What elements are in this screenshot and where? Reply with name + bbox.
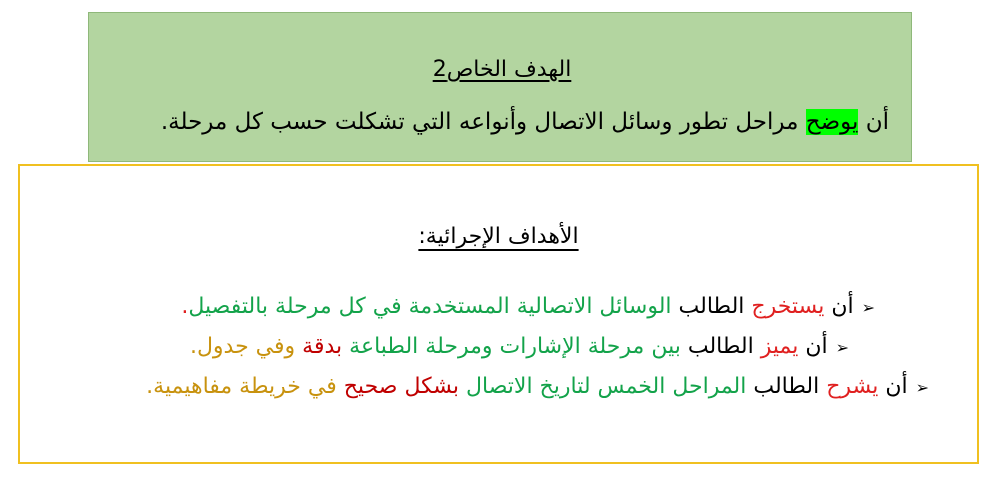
goal-text-end: مراحل تطور وسائل الاتصال وأنواعه التي تشكلت حسب كل مرحلة. (160, 109, 806, 135)
objective-verb: يستخرج (751, 294, 825, 319)
specific-goal-box (88, 12, 912, 162)
goal-text-start: أن (858, 109, 889, 135)
objective-item-3: ➢أن يشرح الطالب المراحل الخمس لتاريخ الاتصال بشكل صحيح في خريطة مفاهيمية. (146, 374, 929, 399)
arrow-bullet-icon: ➢ (835, 338, 849, 357)
objective-criterion: بالتفصيل (188, 294, 269, 319)
objective-item-1: ➢أن يستخرج الطالب الوسائل الاتصالية المستخدمة في كل مرحلة بالتفصيل. (181, 294, 875, 319)
arrow-bullet-icon: ➢ (915, 378, 929, 397)
procedural-goals-title: الأهداف الإجرائية: (418, 224, 579, 249)
goal-title: الهدف الخاص2 (432, 57, 572, 82)
procedural-goals-box (18, 164, 979, 464)
goal-text (161, 109, 889, 135)
objective-condition: في خريطة مفاهيمية (153, 374, 337, 399)
objective-verb: يشرح (826, 374, 879, 399)
goal-highlighted-verb: يوضح (805, 109, 859, 135)
objective-content: بين مرحلة الإشارات ومرحلة الطباعة (349, 334, 681, 359)
objective-criterion: بشكل صحيح (343, 374, 460, 399)
objective-content: المراحل الخمس لتاريخ الاتصال (466, 374, 747, 399)
objective-verb: يميز (760, 334, 799, 359)
objective-item-2: ➢أن يميز الطالب بين مرحلة الإشارات ومرحلة الطباعة بدقة وفي جدول. (189, 334, 849, 359)
objective-content: الوسائل الاتصالية المستخدمة في كل مرحلة (275, 294, 672, 319)
arrow-bullet-icon: ➢ (861, 298, 875, 317)
objective-criterion: بدقة (302, 334, 343, 359)
objective-condition: وفي جدول (196, 334, 296, 359)
